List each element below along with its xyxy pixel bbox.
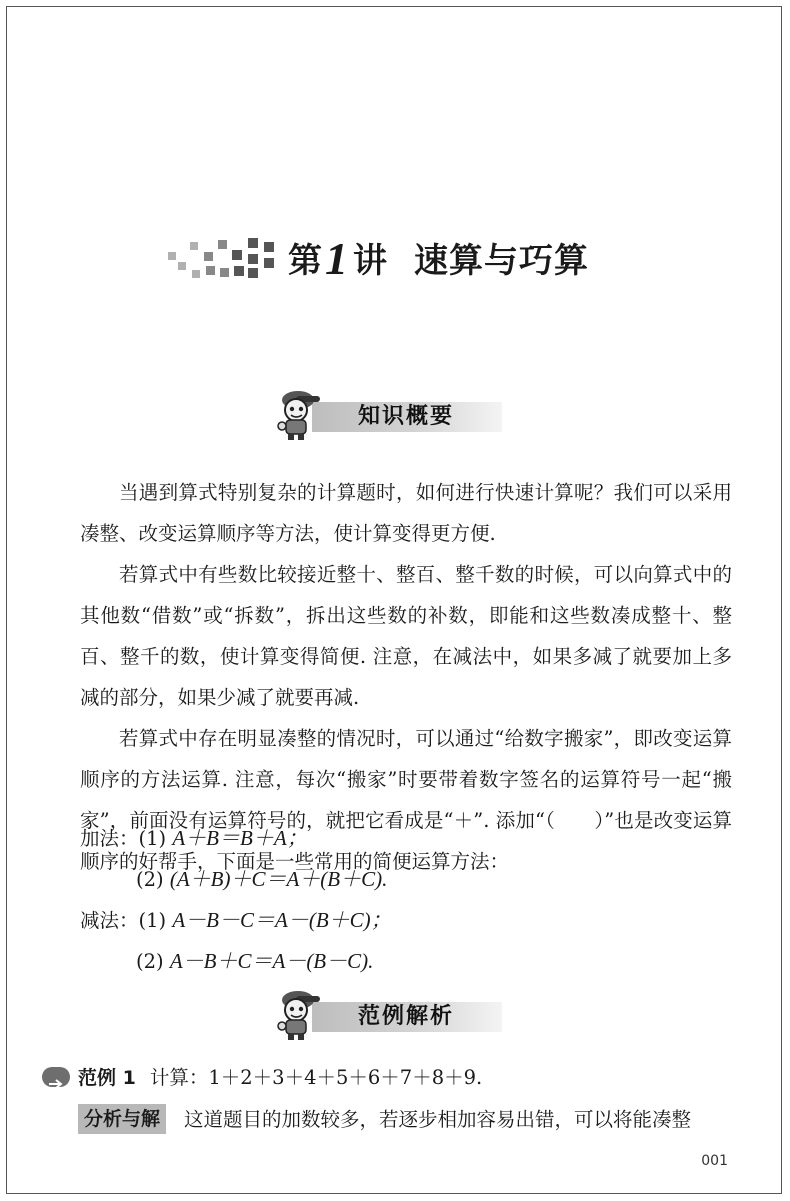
chapter-name: 速算与巧算 — [414, 241, 589, 281]
formula-add-2-num: (2) — [136, 868, 164, 891]
example-problem: 计算：1＋2＋3＋4＋5＋6＋7＋8＋9. — [149, 1066, 483, 1089]
paragraph-2: 若算式中有些数比较接近整十、整百、整千数的时候，可以向算式中的其他数“借数”或“拆数”，拆出这些数的补数，即能和这些数凑成整十、整百、整千的数，使计算变得简便. 注意，在减法中，如果多减了就要加上多减的部分，如果少减了就要再减. — [80, 563, 732, 709]
analysis-badge: 分析与解 — [78, 1104, 166, 1134]
chapter-title — [288, 230, 589, 283]
analysis — [78, 1100, 734, 1140]
mascot-icon — [272, 386, 332, 442]
section-knowledge-title: 知识概要 — [358, 404, 455, 429]
formula-sub-1 — [80, 900, 392, 941]
section-knowledge-header — [272, 386, 502, 442]
formula-sub-1-num: (1) — [138, 909, 167, 932]
arrow-right-icon — [42, 1067, 70, 1087]
section-examples-title: 范例解析 — [358, 1004, 455, 1029]
paragraph-3: 若算式中存在明显凑整的情况时，可以通过“给数字搬家”，即改变运算顺序的方法运算. 注意，每次“搬家”时要带着数字签名的运算符号一起“搬家”，前面没有运算符号的，就把它看成是“＋”. 添加“（ ）”也是改变运算顺序的好帮手，下面是一些常用的简便运算方法： — [80, 727, 732, 873]
formula-sub-2-num: (2) — [136, 950, 164, 973]
pixel-decoration-icon — [168, 236, 280, 280]
chapter-prefix: 第 — [288, 241, 323, 281]
formula-add-1-expr: A＋B＝B＋A； — [172, 826, 308, 850]
example-label: 范例 1 — [78, 1067, 136, 1089]
analysis-text: 这道题目的加数较多，若逐步相加容易出错，可以将能凑整 — [184, 1108, 692, 1131]
formula-add-label: 加法： — [80, 827, 139, 850]
chapter-suffix: 讲 — [353, 241, 388, 281]
section-examples-header — [272, 986, 502, 1042]
paragraph-1: 当遇到算式特别复杂的计算题时，如何进行快速计算呢？我们可以采用凑整、改变运算顺序等方法，使计算变得更方便. — [80, 481, 732, 545]
mascot-icon — [272, 986, 332, 1042]
formula-sub-2 — [136, 941, 373, 982]
formula-sub-label: 减法： — [80, 909, 139, 932]
formula-add-1-num: (1) — [138, 827, 167, 850]
chapter-number: 1 — [325, 233, 349, 284]
example-1 — [42, 1060, 482, 1096]
formula-add-2-expr: (A＋B)＋C＝A＋(B＋C). — [169, 867, 388, 891]
formula-sub-2-expr: A－B＋C＝A－(B－C). — [169, 949, 374, 973]
formula-sub-1-expr: A－B－C＝A－(B＋C)； — [172, 908, 392, 932]
formula-add-1 — [80, 818, 308, 859]
formula-add-2 — [136, 859, 387, 900]
chapter-header — [0, 228, 790, 288]
page-number: 001 — [701, 1153, 728, 1169]
